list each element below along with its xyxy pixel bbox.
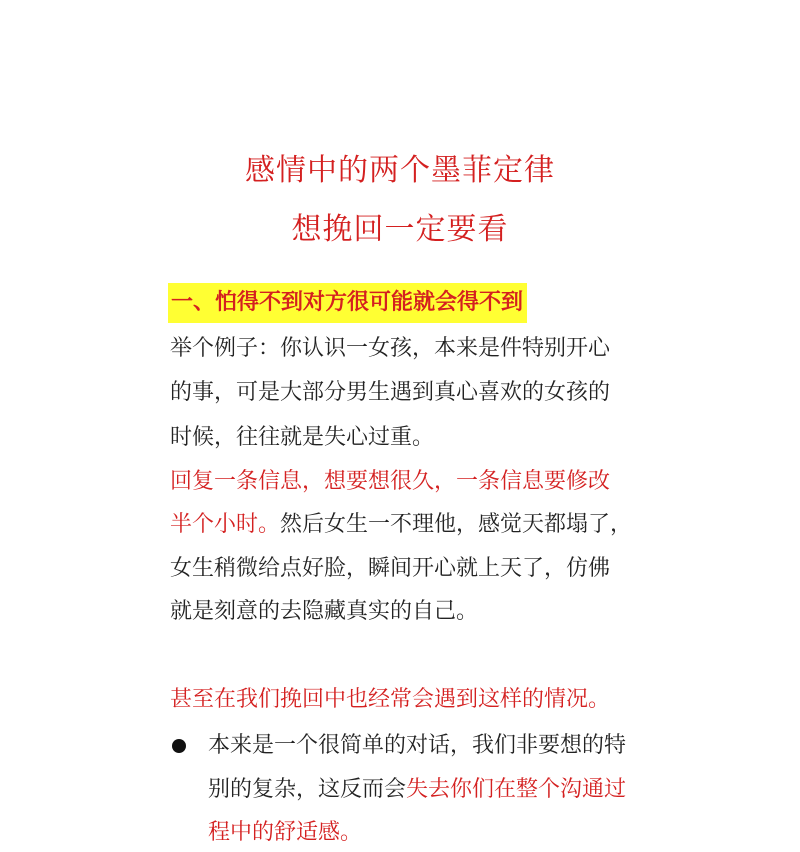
paragraph-line: 女生稍微给点好脸，瞬间开心就上天了，仿佛 xyxy=(170,556,611,581)
bullet-line-mixed xyxy=(208,775,626,805)
paragraph-line: 时候，往往就是失心过重。 xyxy=(170,425,435,450)
paragraph-line-mixed xyxy=(170,510,632,540)
paragraph-line: 的事，可是大部分男生遇到真心喜欢的女孩的 xyxy=(170,380,611,405)
highlighted-line: 甚至在我们挽回中也经常会遇到这样的情况。 xyxy=(170,687,611,712)
section-heading: 一、怕得不到对方很可能就会得不到 xyxy=(168,283,527,323)
bullet-icon xyxy=(172,739,186,753)
paragraph-line: 就是刻意的去隐藏真实的自己。 xyxy=(170,599,479,624)
title-line-2: 想挽回一定要看 xyxy=(291,212,509,247)
title-line-1: 感情中的两个墨菲定律 xyxy=(245,153,555,188)
highlighted-line: 回复一条信息，想要想很久，一条信息要修改 xyxy=(170,469,611,494)
body-text: 别的复杂，这反而会 xyxy=(208,777,407,802)
paragraph-line: 举个例子：你认识一女孩，本来是件特别开心 xyxy=(170,336,611,361)
bullet-line: 本来是一个很简单的对话，我们非要想的特 xyxy=(208,733,627,758)
highlighted-text: 失去你们在整个沟通过 xyxy=(406,777,627,802)
highlighted-text: 半个小时。 xyxy=(170,512,281,537)
bullet-line: 程中的舒适感。 xyxy=(208,820,363,845)
body-text: 然后女生一不理他，感觉天都塌了， xyxy=(280,512,633,537)
